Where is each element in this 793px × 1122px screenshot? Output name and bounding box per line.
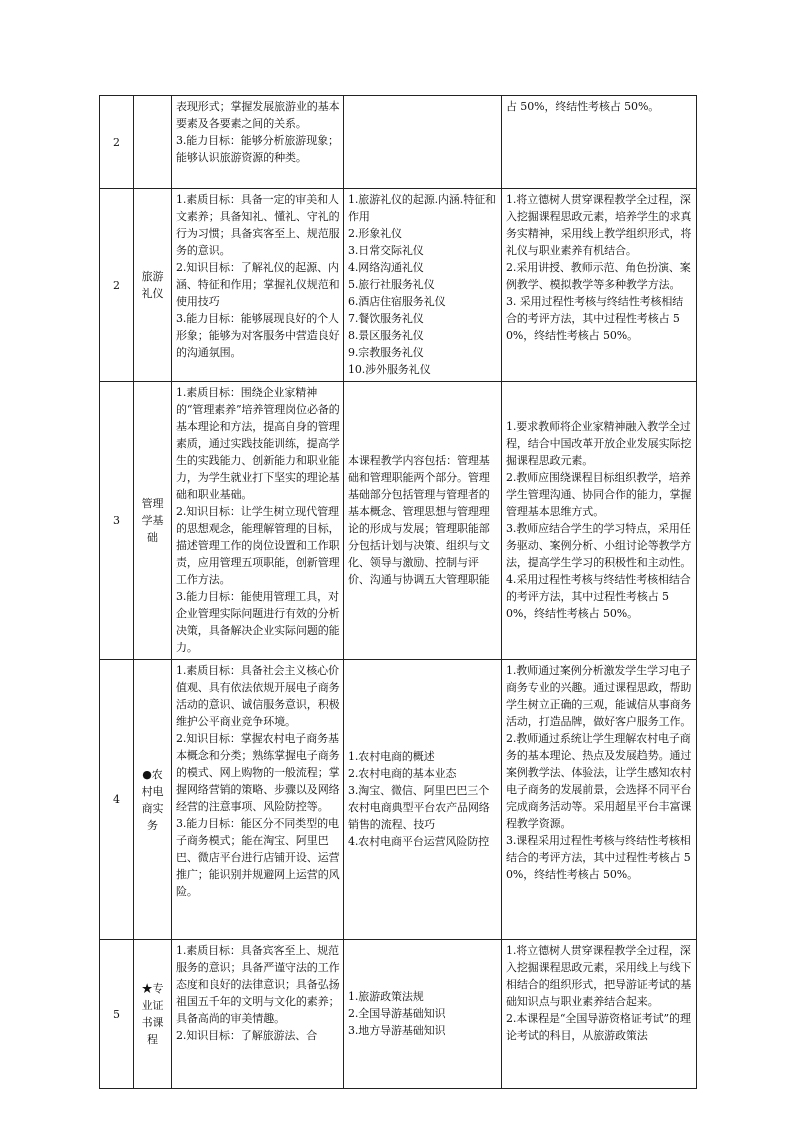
table-row — [100, 189, 697, 382]
content-item: 2.形象礼仪 — [348, 227, 402, 240]
content-item: 2.全国导游基础知识 — [348, 1007, 446, 1020]
goal-item: 3.能力目标：能够分析旅游现象；能够认识旅游资源的种类。 — [176, 134, 339, 164]
course-content — [344, 189, 502, 382]
requirement-item: 3. 采用过程性考核与终结性考核相结合的考评方法，其中过程性考核占 50%，终结性考核占 50%。 — [506, 295, 684, 342]
requirement-item: 占 50%，终结性考核占 50%。 — [506, 100, 660, 113]
course-name: ●农村电商实务 — [134, 660, 172, 940]
course-goals — [172, 660, 344, 940]
content-item: 4.网络沟通礼仪 — [348, 261, 424, 274]
content-item: 5.旅行社服务礼仪 — [348, 278, 435, 291]
goal-item: 1.素质目标：围绕企业家精神的“管理素养”培养管理岗位必备的基本理论和方法，提高自身的管理素质，通过实践技能训练，提高学生的实践能力、创新能力和职业能力，为学生就业打下坚实的理论基础和职业基础。 — [176, 386, 340, 501]
goal-item: 表现形式；掌握发展旅游业的基本要素及各要素之间的关系。 — [176, 100, 340, 130]
requirement-item: 3.教师应结合学生的学习特点，采用任务驱动、案例分析、小组讨论等教学方法，提高学生学习的积极性和主动性。 — [506, 522, 692, 569]
teaching-requirements — [502, 660, 697, 940]
content-item: 3.淘宝、微信、阿里巴巴三个农村电商典型平台农产品网络销售的流程、技巧 — [348, 784, 490, 831]
row-number: 4 — [100, 660, 134, 940]
requirement-item: 1.将立德树人贯穿课程教学全过程，深入挖掘课程思政元素，培养学生的求真务实精神，采用线上教学组织形式，将礼仪与职业素养有机结合。 — [506, 193, 692, 257]
teaching-requirements — [502, 189, 697, 382]
goal-item: 2.知识目标：了解旅游法、合 — [176, 1029, 318, 1042]
goal-item: 2.知识目标：掌握农村电子商务基本概念和分类；熟练掌握电子商务的模式、网上购物的一般流程；掌握网络营销的策略、步骤以及网络经营的注意事项、风险防控等。 — [176, 732, 340, 813]
course-table — [99, 95, 697, 1089]
requirement-item: 2.采用讲授、教师示范、角色扮演、案例教学、模拟教学等多种教学方法。 — [506, 261, 691, 291]
content-item: 3.地方导游基础知识 — [348, 1024, 446, 1037]
content-item: 9.宗教服务礼仪 — [348, 346, 424, 359]
requirement-item: 1.要求教师将企业家精神融入教学全过程，结合中国改革开放企业发展实际挖掘课程思政元素。 — [506, 420, 692, 467]
teaching-requirements — [502, 96, 697, 189]
course-name — [134, 96, 172, 189]
table-row — [100, 96, 697, 189]
content-item: 本课程教学内容包括：管理基础和管理职能两个部分。管理基础部分包括管理与管理者的基本概念、管理思想与管理理论的形成与发展；管理职能部分包括计划与决策、组织与文化、领导与激励、控制与评价、沟通与协调五大管理职能 — [348, 454, 490, 586]
content-item: 1.旅游政策法规 — [348, 990, 424, 1003]
teaching-requirements — [502, 382, 697, 660]
goal-item: 3.能力目标：能使用管理工具，对企业管理实际问题进行有效的分析决策，具备解决企业实际问题的能力。 — [176, 590, 340, 654]
goal-item: 1.素质目标：具备一定的审美和人文素养；具备知礼、懂礼、守礼的行为习惯；具备宾客至上、规范服务的意识。 — [176, 193, 340, 257]
row-number: 2 — [100, 189, 134, 382]
goal-item: 1.素质目标：具备宾客至上、规范服务的意识；具备严谨守法的工作态度和良好的法律意识；具备弘扬祖国五千年的文明与文化的素养；具备高尚的审美情趣。 — [176, 944, 340, 1025]
course-goals — [172, 96, 344, 189]
content-item: 7.餐饮服务礼仪 — [348, 312, 424, 325]
course-content — [344, 660, 502, 940]
goal-item: 3.能力目标：能够展现良好的个人形象；能够为对客服务中营造良好的沟通氛围。 — [176, 312, 340, 359]
row-number: 5 — [100, 940, 134, 1089]
course-content — [344, 382, 502, 660]
course-content — [344, 96, 502, 189]
requirement-item: 2.教师通过系统让学生理解农村电子商务的基本理论、热点及发展趋势。通过案例教学法、体验法，让学生感知农村电子商务的发展前景，会选择不同平台完成商务活动等。采用超星平台丰富课程教学资源。 — [506, 732, 692, 830]
course-name: ★专业证书课程 — [134, 940, 172, 1089]
table-row — [100, 382, 697, 660]
table-row — [100, 940, 697, 1089]
requirement-item: 2.教师应围绕课程目标组织教学，培养学生管理沟通、协同合作的能力，掌握管理基本思维方式。 — [506, 471, 692, 518]
course-goals — [172, 940, 344, 1089]
content-item: 3.日常交际礼仪 — [348, 244, 424, 257]
row-number: 2 — [100, 96, 134, 189]
course-name: 管理学基础 — [134, 382, 172, 660]
requirement-item: 2.本课程是“全国导游资格证考试”的理论考试的科目，从旅游政策法 — [506, 1012, 691, 1042]
goal-item: 2.知识目标：了解礼仪的起源、内涵、特征和作用；掌握礼仪规范和使用技巧 — [176, 261, 340, 308]
course-name: 旅游礼仪 — [134, 189, 172, 382]
content-item: 10.涉外服务礼仪 — [348, 363, 431, 376]
requirement-item: 1.将立德树人贯穿课程教学全过程，深入挖掘课程思政元素，采用线上与线下相结合的组织形式，把导游证考试的基础知识点与职业素养结合起来。 — [506, 944, 692, 1008]
requirement-item: 3.课程采用过程性考核与终结性考核相结合的考评方法，其中过程性考核占 50%，终结性考核占 50%。 — [506, 834, 691, 881]
goal-item: 3.能力目标：能区分不同类型的电子商务模式；能在淘宝、阿里巴巴、微店平台进行店铺开设、运营推广；能识别并规避网上运营的风险。 — [176, 817, 340, 898]
requirement-item: 1.教师通过案例分析激发学生学习电子商务专业的兴趣。通过课程思政，帮助学生树立正确的三观，能诚信从事商务活动，打造品牌，做好客户服务工作。 — [506, 664, 692, 728]
content-item: 1.农村电商的概述 — [348, 750, 435, 763]
teaching-requirements — [502, 940, 697, 1089]
content-item: 6.酒店住宿服务礼仪 — [348, 295, 446, 308]
goal-item: 2.知识目标：让学生树立现代管理的思想观念，能理解管理的目标，描述管理工作的岗位设置和工作职责，应用管理五项职能，创新管理工作方法。 — [176, 505, 340, 586]
course-goals — [172, 382, 344, 660]
content-item: 4.农村电商平台运营风险防控 — [348, 835, 490, 848]
course-goals — [172, 189, 344, 382]
content-item: 8.景区服务礼仪 — [348, 329, 424, 342]
requirement-item: 4.采用过程性考核与终结性考核相结合的考评方法，其中过程性考核占 50%，终结性考核占 50%。 — [506, 573, 691, 620]
row-number: 3 — [100, 382, 134, 660]
table-row — [100, 660, 697, 940]
content-item: 1.旅游礼仪的起源.内涵.特征和作用 — [348, 193, 496, 223]
course-content — [344, 940, 502, 1089]
content-item: 2.农村电商的基本业态 — [348, 767, 457, 780]
goal-item: 1.素质目标：具备社会主义核心价值观、具有依法依规开展电子商务活动的意识、诚信服务意识，积极维护公平商业竞争环境。 — [176, 664, 340, 728]
